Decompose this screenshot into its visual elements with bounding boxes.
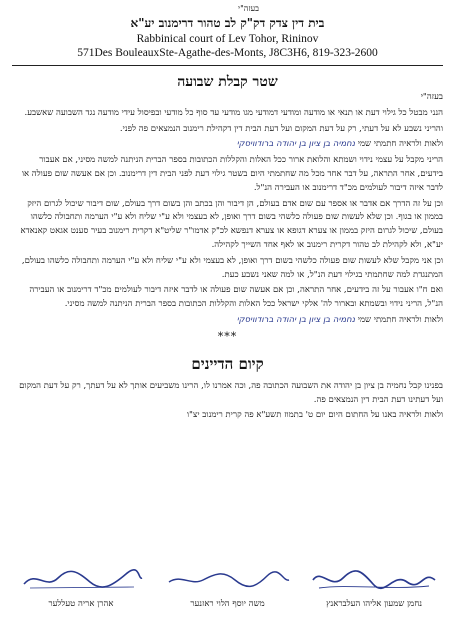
judges-title: קיום הדיינים (191, 354, 264, 373)
document-title: שטר קבלת שבועה (177, 74, 278, 90)
opening-line: בעזה"י (420, 92, 443, 102)
judge-signature-2 (159, 566, 297, 636)
paragraph-6: ואם ח"ו אעבור על זה בידעים, אחר התראה, וכן אם אעשה שום פעולה או לדבר איזה דיבור לעולמים מכ"ד דרימנוב או העבירה הנ"ל, הריני נידוי ובשמתא ובארור לה' אלקי ישראל ככל האלות והקללות הכתובות בספר הברית הניתנה למשה מסיני. (29, 285, 443, 310)
judges-body (12, 380, 443, 423)
paragraph-4: וכן על זה הדרך אם אדבר או אספר עם שום אדם בעולם, הן דיבור והן בכתב והן בשום דרך בעולם, שום דיבור שיכול לגרום היזק בממון או בגוף. וכן שלא לעשות שום פעולה כלשהי בשום דרך ואופן, לא בעצמי ולא ע"י שליח ולא ע"י הערמה ותחבולה כלשהו בעולם, שיכול לגרום היזק בממון או צערא דגופא או צערא דנפשא לכ"ק אדמו"ר שליט"א דקרית רימנוב בעיר סענט אגאט קאנאדא יע"א, ולא לקהילת לב טהור דקרית רימנוב או לאף אחד השייך לקהילה. (20, 198, 443, 250)
judges-paragraph-1: בפנינו קבל נחמיה בן ציון בן יהודה את השבועה הכתובה פה, וכה אמרנו לו, הרינו משביעים אותך לא על דעתך, רק על דעת המקום ועל דעתינו דעת הבית דין הנמצאים פה. (19, 380, 443, 405)
signature-scribble-1 (16, 566, 146, 592)
bsd-mark: בעזה"י (238, 4, 259, 13)
signature-label-1: ולאות ולראיה חתמתי שמי (357, 139, 443, 150)
judges-paragraph-2: ולאות ולראיה באנו על החתום היום יום ט' בתמוז תשע"א פה קרית רימנוב יצ"ו (186, 410, 443, 421)
signature-scribble-2 (163, 566, 293, 592)
judge-signature-1 (12, 566, 150, 636)
judge-name-1: אהרן אריה טעללער (48, 599, 114, 609)
court-name-english: Rabbinical court of Lev Tohor, Rininov (136, 33, 319, 45)
judge-signature-3 (305, 566, 443, 636)
document-body (12, 91, 443, 328)
court-name-hebrew: בית דין צדק דק"ק לב טהור דרימנוב יע"א (130, 16, 325, 30)
paragraph-5: וכן אני מקבל שלא לעשות שום פעולה כלשהי בשום דרך ואופן, לא בעצמי ולא ע"י שליח ולא ע"י הערמה ותחבולה כלשהו בעולם, המתנגדת למה שחתמתי בגילוי דעת הנ"ל, או למה שאני נשבע כעת. (21, 255, 443, 280)
handwritten-name-1: נחמיה בן ציון בן יהודה ברודוויסקי (236, 139, 356, 150)
judge-name-3: נחמן שמעון אליהו העלבראנץ (326, 599, 423, 609)
signature-scribble-3 (309, 566, 439, 592)
stars-divider: *** (217, 329, 238, 343)
judge-name-2: משה יוסף הלוי ראזנער (190, 599, 265, 609)
signature-line-1 (12, 138, 443, 152)
handwritten-signature-2: נחמיה בן ציון בן יהודה ברודוויסקי (236, 314, 356, 325)
header-divider (12, 65, 443, 66)
paragraph-2: והריני נשבע לא על דעתי, רק על דעת המקום ועל דעת הבית דין דקהילת רימנוב הנמצאים פה לפני. (119, 123, 443, 134)
signature-label-2: ולאות ולראיה חתמתי שמי (357, 314, 443, 325)
signature-line-2 (12, 314, 443, 328)
court-address: 571Des BouleauxSte-Agathe-des-Monts, J8C3H6, 819-323-2600 (77, 47, 378, 59)
judges-signatures (12, 566, 443, 636)
paragraph-3: הריני מקבל על עצמי נידוי ושמתא והלואת ארור ככל האלות והקללות הכתובות בספר הברית הניתנה למשה מסיני, אם אעבור בידעים, אחר התראה, על דבר אחד מכל מה שחתמתי היום בשטר גילוי דעת לפני הבית דין דרימנוב. וכן אם אעשה שום פעולה או לדבר איזה דיבור לעולמים מכ"ד דרימנוב או העבירה הנ"ל. (21, 155, 443, 193)
paragraph-1: הנני מבטל כל גילוי דעת או תנאי או מודעה ומודעי דמודעי מגו מודעי עד סוף כל מודעי ובפיסול עידי מודעה נגד השבועה שאשבע. (24, 107, 443, 118)
